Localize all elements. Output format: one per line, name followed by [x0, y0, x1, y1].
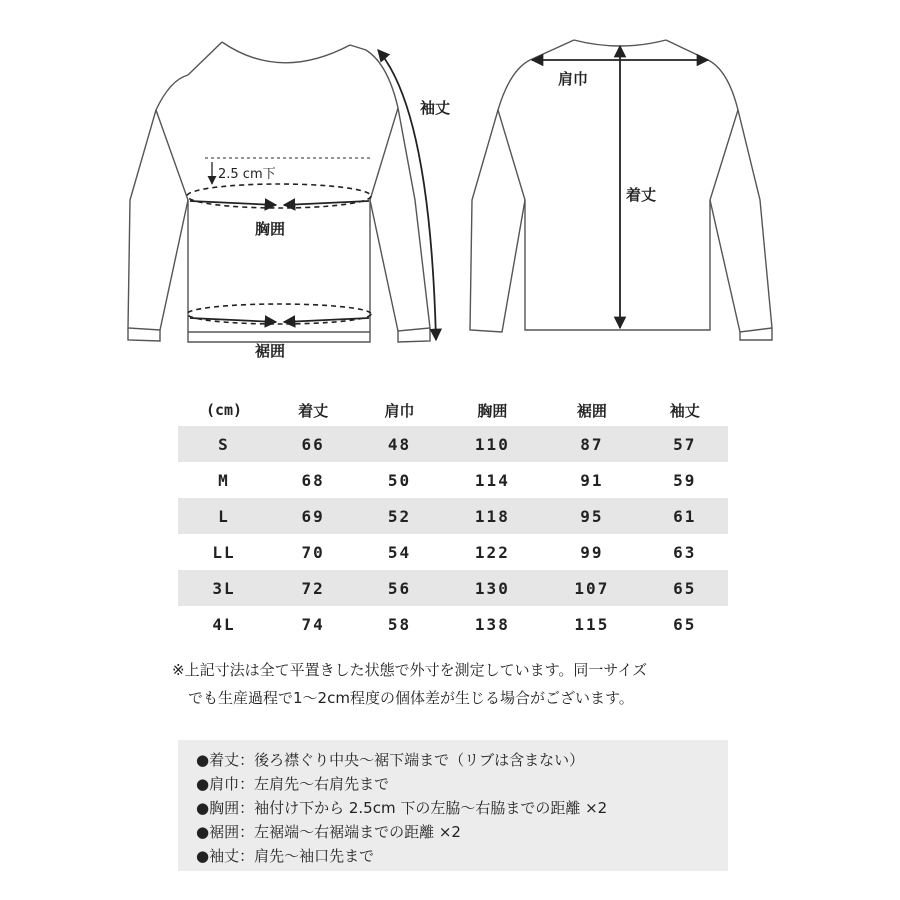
body-length-label: 着丈	[626, 186, 657, 204]
table-row	[178, 426, 728, 462]
table-cell: 138	[474, 614, 510, 634]
table-cell: 59	[673, 470, 697, 490]
table-cell: 70	[301, 542, 325, 562]
definition-item: ●裾囲：左裾端〜右裾端までの距離 ×2	[196, 823, 461, 841]
table-cell: 69	[270, 498, 356, 534]
table-cell: 61	[642, 498, 728, 534]
table-cell: 58	[387, 614, 412, 634]
column-header: 着丈	[298, 401, 329, 420]
table-row	[178, 462, 728, 498]
table-cell: 63	[673, 542, 697, 562]
table-cell: 91	[580, 470, 604, 490]
column-header: 袖丈	[669, 401, 700, 420]
chest-label: 胸囲	[255, 220, 286, 238]
table-cell: 56	[356, 570, 442, 606]
table-cell: 107	[542, 570, 642, 606]
shoulder-width-label: 肩巾	[558, 70, 589, 88]
table-cell: 118	[443, 498, 543, 534]
size-cell: 3L	[178, 570, 270, 606]
note-line: ※上記寸法は全て平置きした状態で外寸を測定しています。同一サイズ	[172, 661, 648, 679]
table-cell: 95	[542, 498, 642, 534]
definition-item: ●肩巾：左肩先〜右肩先まで	[196, 775, 390, 793]
table-row	[178, 606, 728, 642]
table-cell: 115	[574, 614, 610, 634]
table-cell: 65	[673, 614, 697, 634]
hem-label: 裾囲	[255, 342, 286, 360]
table-cell: 72	[270, 570, 356, 606]
table-cell: 87	[542, 426, 642, 462]
table-cell: 65	[642, 570, 728, 606]
size-cell: L	[178, 498, 270, 534]
definition-item: ●着丈：後ろ襟ぐり中央〜裾下端まで（リブは含まない）	[196, 751, 585, 769]
table-cell: 99	[580, 542, 604, 562]
definition-item: ●袖丈：肩先〜袖口先まで	[196, 847, 375, 865]
table-row	[178, 534, 728, 570]
table-cell: 50	[387, 470, 412, 490]
measurement-definitions	[178, 740, 728, 871]
table-header-row	[178, 394, 728, 426]
sleeve-length-label: 袖丈	[420, 99, 451, 117]
table-cell: 66	[270, 426, 356, 462]
table-cell: 114	[474, 470, 510, 490]
table-cell: 68	[301, 470, 325, 490]
size-table	[178, 394, 728, 642]
definition-item: ●胸囲：袖付け下から 2.5cm 下の左脇〜右脇までの距離 ×2	[196, 799, 608, 817]
back-shirt-outline	[470, 40, 772, 340]
table-cell: 122	[474, 542, 510, 562]
note-line: でも生産過程で1〜2cm程度の個体差が生じる場合がございます。	[188, 689, 634, 707]
table-row	[178, 498, 728, 534]
front-shirt-outline	[128, 42, 430, 342]
table-cell: 130	[443, 570, 543, 606]
sleeve-length-arrow	[378, 50, 436, 340]
column-header: 裾囲	[576, 401, 607, 420]
size-cell: M	[218, 470, 230, 490]
size-cell: 4L	[212, 614, 236, 634]
column-header: 肩巾	[384, 401, 415, 420]
column-header: 胸囲	[477, 401, 508, 420]
table-cell: 48	[356, 426, 442, 462]
chest-offset-label: 2.5 cm下	[218, 167, 276, 182]
table-cell: 54	[387, 542, 412, 562]
table-cell: 57	[642, 426, 728, 462]
size-diagram	[0, 0, 900, 380]
size-cell: LL	[212, 542, 236, 562]
table-cell: 74	[301, 614, 325, 634]
table-row	[178, 570, 728, 606]
unit-label: (cm)	[205, 401, 243, 419]
measurement-note	[172, 656, 752, 712]
size-cell: S	[178, 426, 270, 462]
table-cell: 110	[443, 426, 543, 462]
table-cell: 52	[356, 498, 442, 534]
